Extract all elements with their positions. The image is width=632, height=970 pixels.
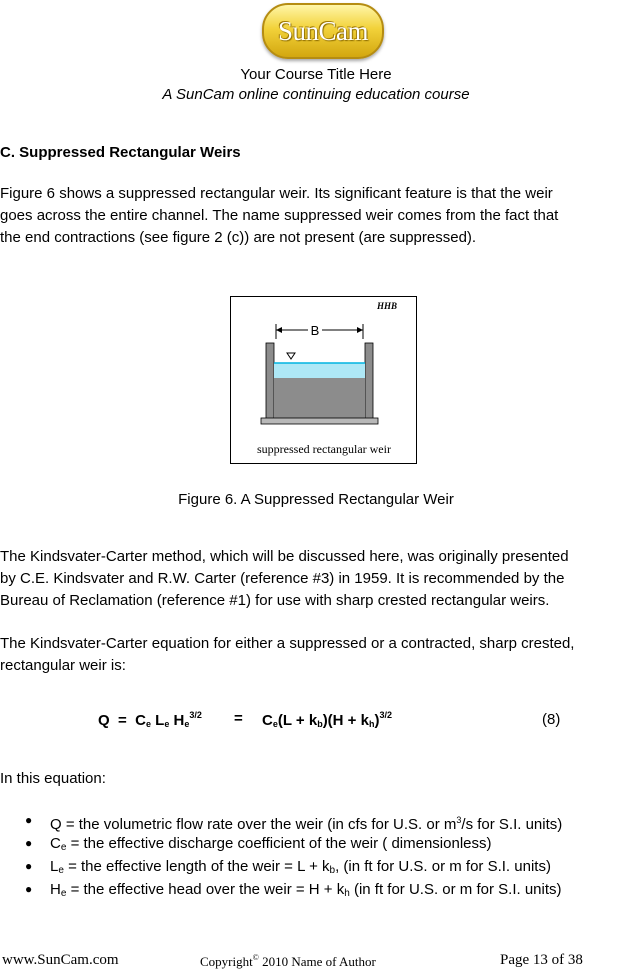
equation-lhs: [98, 710, 202, 729]
eq-ce: [135, 712, 151, 729]
figure-corner-tag: HHB: [377, 301, 398, 311]
def-tail: (in ft for U.S. or m for S.I. units): [349, 881, 562, 898]
def-sub: e: [58, 865, 64, 876]
list-item: [0, 809, 632, 832]
equation-rhs: [262, 710, 392, 729]
suncam-logo: [262, 3, 384, 59]
eq-rhs-b: )(H + k: [322, 712, 369, 729]
bullet-icon: ●: [25, 813, 33, 827]
weir-figure: [230, 296, 417, 464]
def-sub2: h: [344, 888, 350, 899]
bullet-icon: ●: [25, 882, 33, 896]
list-item: [0, 832, 632, 855]
def-sup: 3: [456, 815, 462, 825]
eq-ce-sub: e: [145, 719, 151, 729]
eq-le-sub: e: [164, 719, 170, 729]
eq-le: [155, 712, 169, 729]
def-tail: /s for S.I. units): [461, 816, 563, 833]
intro-line: Figure 6 shows a suppressed rectangular weir. Its significant feature is that the weir: [0, 185, 553, 202]
kc-line: The Kindsvater-Carter method, which will be discussed here, was originally presented: [0, 548, 569, 565]
weir-plate: [274, 378, 365, 418]
equation-number: (8): [542, 711, 561, 728]
eq-he-sub: e: [184, 719, 190, 729]
weir-base: [261, 418, 378, 424]
def-sub: e: [60, 842, 67, 853]
intro-paragraph: [0, 183, 630, 249]
eq-he-sym: H: [173, 712, 185, 729]
kc-line: Bureau of Reclamation (reference #1) for use with sharp crested rectangular weirs.: [0, 592, 550, 609]
footer-page-number: Page 13 of 38: [500, 952, 583, 968]
kc-paragraph: [0, 546, 630, 612]
equation-intro: [0, 633, 630, 677]
eq-rhs-close: ): [374, 712, 380, 729]
def-symbol: C: [50, 835, 61, 852]
eq-rhs-a: (L + k: [277, 712, 318, 729]
weir-wall-left: [266, 343, 274, 423]
def-symbol: H: [50, 881, 61, 898]
dimension-arrow-right: [357, 327, 363, 333]
eq-rhs-sup: 3/2: [379, 710, 392, 720]
footer-website: www.SunCam.com: [2, 952, 119, 968]
eq-q: Q: [98, 712, 110, 729]
eq-he: [174, 712, 202, 729]
def-sub2: b: [329, 865, 336, 876]
eq-rhs-b-sub: h: [368, 719, 375, 729]
footer-copyright: [200, 953, 376, 970]
eq-intro-line: rectangular weir is:: [0, 657, 126, 674]
section-heading: C. Suppressed Rectangular Weirs: [0, 144, 241, 161]
course-subtitle: A SunCam online continuing education course: [162, 86, 470, 103]
water-layer: [274, 363, 365, 378]
def-sub: e: [60, 888, 67, 899]
bullet-icon: ●: [25, 859, 33, 873]
water-surface-symbol: [287, 353, 295, 359]
eq-equals: =: [118, 712, 127, 729]
figure-inner-caption: suppressed rectangular weir: [257, 442, 391, 456]
bullet-icon: ●: [25, 836, 33, 850]
eq-rhs-a-sub: b: [317, 719, 323, 729]
weir-wall-right: [365, 343, 373, 423]
course-title: Your Course Title Here: [240, 66, 392, 83]
logo-text: SunCam: [277, 15, 368, 46]
list-item: [0, 855, 632, 878]
intro-line: goes across the entire channel. The name suppressed weir comes from the fact that: [0, 207, 559, 224]
equation-equals-2: =: [234, 710, 243, 727]
def-text: = the effective discharge coefficient of the weir ( dimensionless): [66, 835, 492, 852]
in-this-equation: In this equation:: [0, 770, 106, 787]
def-text: = the volumetric flow rate over the weir (in cfs for U.S. or m: [61, 816, 457, 833]
def-text: = the effective length of the weir = L + k: [63, 858, 330, 875]
def-text: = the effective head over the weir = H + k: [66, 881, 345, 898]
def-tail: , (in ft for U.S. or m for S.I. units): [335, 858, 551, 875]
dimension-arrow-left: [276, 327, 282, 333]
eq-he-sup: 3/2: [189, 710, 202, 720]
eq-rhs-c: C: [262, 712, 273, 729]
dimension-label: B: [310, 323, 320, 338]
eq-intro-line: The Kindsvater-Carter equation for either a suppressed or a contracted, sharp crested,: [0, 635, 575, 652]
copyright-rest: 2010 Name of Author: [258, 954, 376, 969]
kc-line: by C.E. Kindsvater and R.W. Carter (reference #3) in 1959. It is recommended by the: [0, 570, 565, 587]
figure-caption: Figure 6. A Suppressed Rectangular Weir: [178, 491, 454, 508]
copyright-prefix: Copyright: [200, 954, 253, 969]
eq-ce-sym: C: [135, 712, 146, 729]
def-symbol: L: [50, 858, 59, 875]
definitions-list: [0, 809, 632, 901]
intro-line: the end contractions (see figure 2 (c)) are not present (are suppressed).: [0, 229, 477, 246]
eq-le-sym: L: [155, 712, 165, 729]
copyright-symbol: ©: [252, 953, 259, 962]
def-symbol: Q: [50, 816, 62, 833]
weir-diagram: [231, 297, 416, 463]
eq-rhs-c-sub: e: [272, 719, 278, 729]
list-item: [0, 878, 632, 901]
